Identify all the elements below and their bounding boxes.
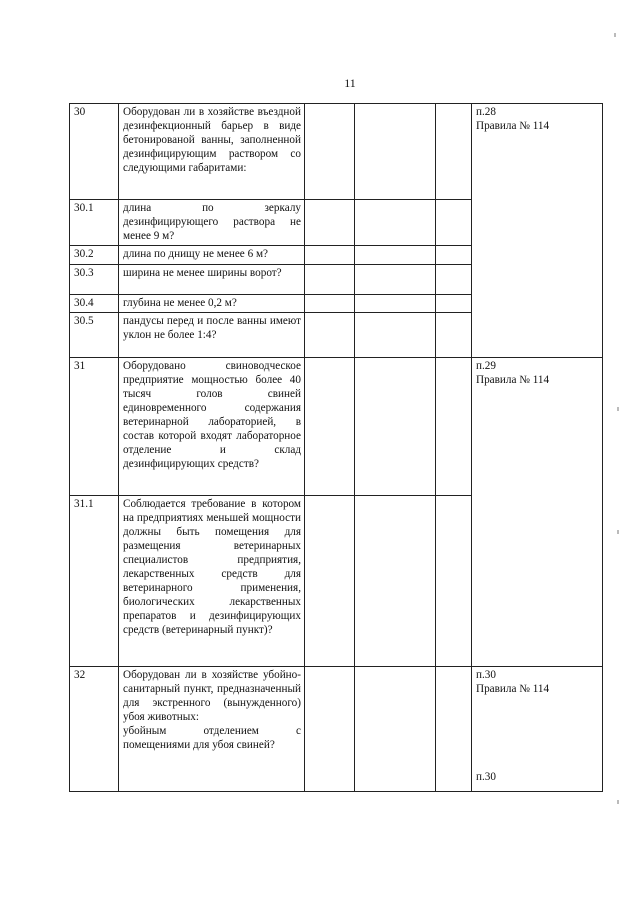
item-number: 30.4 <box>70 295 119 313</box>
answer-cell[interactable] <box>305 265 355 295</box>
answer-cell[interactable] <box>355 496 436 667</box>
answer-cell[interactable] <box>305 358 355 496</box>
item-number: 30.2 <box>70 246 119 265</box>
reference-clause-continued: п.30 <box>476 771 496 783</box>
answer-cell[interactable] <box>436 265 472 295</box>
answer-cell[interactable] <box>305 200 355 246</box>
answer-cell[interactable] <box>436 200 472 246</box>
answer-cell[interactable] <box>355 265 436 295</box>
reference-rule: Правила № 114 <box>476 374 550 386</box>
item-question: пандусы перед и после ванны имеют уклон не более 1:4? <box>119 313 305 358</box>
scan-artifact <box>617 530 619 534</box>
item-number: 31.1 <box>70 496 119 667</box>
reference-rule: Правила № 114 <box>476 120 550 132</box>
answer-cell[interactable] <box>355 104 436 200</box>
item-number: 30.3 <box>70 265 119 295</box>
legal-reference <box>472 104 603 358</box>
answer-cell[interactable] <box>355 313 436 358</box>
item-question: длина по зеркалу дезинфицирующего раствора не менее 9 м? <box>119 200 305 246</box>
scan-artifact <box>614 33 616 37</box>
question-text: Оборудован ли в хозяйстве убойно-санитарный пункт, предназначенный для экстренного (вынужденного) убоя животных: <box>123 669 301 723</box>
legal-reference <box>472 667 603 792</box>
inspection-checklist-table <box>69 103 603 792</box>
answer-cell[interactable] <box>355 295 436 313</box>
item-question <box>119 667 305 792</box>
reference-clause: п.29 <box>476 360 496 372</box>
item-question: ширина не менее ширины ворот? <box>119 265 305 295</box>
answer-cell[interactable] <box>355 200 436 246</box>
item-number: 30.1 <box>70 200 119 246</box>
reference-rule: Правила № 114 <box>476 683 550 695</box>
answer-cell[interactable] <box>436 667 472 792</box>
answer-cell[interactable] <box>436 313 472 358</box>
reference-clause: п.30 <box>476 669 496 681</box>
legal-reference <box>472 358 603 667</box>
answer-cell[interactable] <box>305 104 355 200</box>
item-question: Оборудовано свиноводческое предприятие мощностью более 40 тысяч голов свиней единовременного содержания ветеринарной лабораторией, в состав которой входят лабораторное отделение и склад дезинфицирующих средств? <box>119 358 305 496</box>
answer-cell[interactable] <box>305 295 355 313</box>
item-number: 30.5 <box>70 313 119 358</box>
answer-cell[interactable] <box>305 246 355 265</box>
answer-cell[interactable] <box>436 358 472 496</box>
table-row <box>70 667 603 792</box>
item-number: 31 <box>70 358 119 496</box>
answer-cell[interactable] <box>355 358 436 496</box>
answer-cell[interactable] <box>436 496 472 667</box>
page-number: 11 <box>344 76 356 90</box>
table-row <box>70 358 603 496</box>
item-question: глубина не менее 0,2 м? <box>119 295 305 313</box>
item-number: 32 <box>70 667 119 792</box>
item-question: длина по днищу не менее 6 м? <box>119 246 305 265</box>
item-question: Соблюдается требование в котором на предприятиях меньшей мощности должны быть помещения для размещения ветеринарных специалистов предприятия, лекарственных средств для ветеринарного применения, биологических лекарственных препаратов и дезинфицирующих средств (ветеринарный пункт)? <box>119 496 305 667</box>
answer-cell[interactable] <box>305 313 355 358</box>
item-number: 30 <box>70 104 119 200</box>
answer-cell[interactable] <box>355 246 436 265</box>
answer-cell[interactable] <box>305 667 355 792</box>
table-row <box>70 104 603 200</box>
scan-artifact <box>617 407 619 411</box>
answer-cell[interactable] <box>436 104 472 200</box>
question-subtext: убойным отделением с помещениями для убоя свиней? <box>123 725 301 751</box>
answer-cell[interactable] <box>436 295 472 313</box>
item-question: Оборудован ли в хозяйстве въездной дезинфекционный барьер в виде бетонированой ванны, заполненной дезинфицирующим раствором со следующими габаритами: <box>119 104 305 200</box>
scan-artifact <box>617 800 619 804</box>
answer-cell[interactable] <box>436 246 472 265</box>
answer-cell[interactable] <box>305 496 355 667</box>
answer-cell[interactable] <box>355 667 436 792</box>
reference-clause: п.28 <box>476 106 496 118</box>
